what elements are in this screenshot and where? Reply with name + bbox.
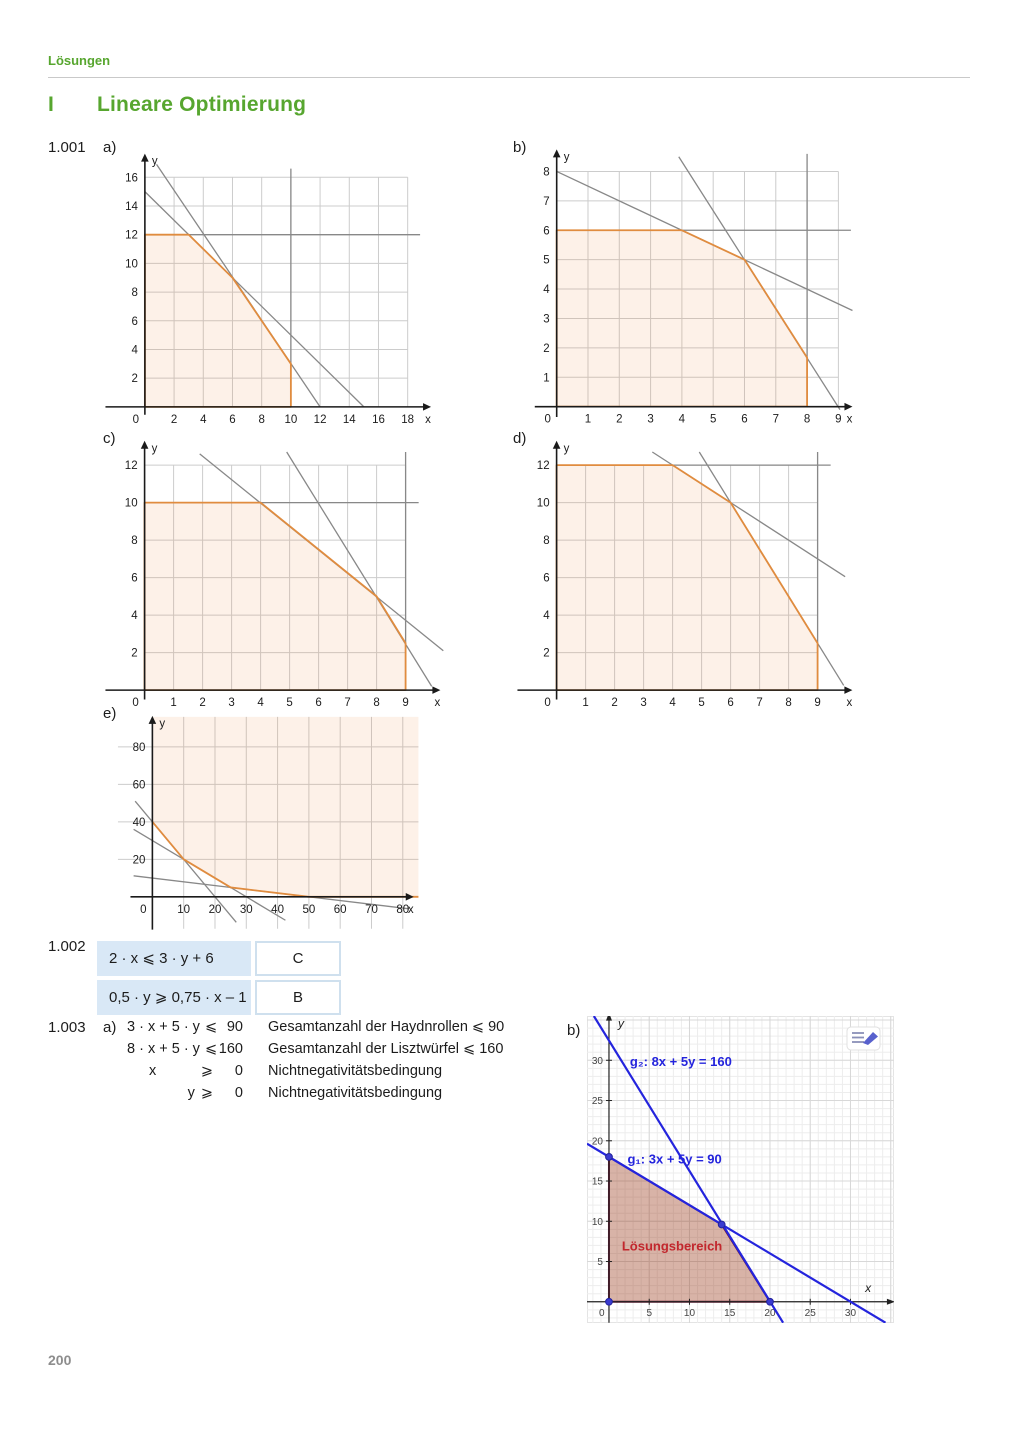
constraint-description: Gesamtanzahl der Lisztwürfel ⩽ 160 <box>268 1041 504 1057</box>
tick-label: 30 <box>591 1055 603 1067</box>
tick-label: 2 <box>131 647 138 660</box>
tick-label: 8 <box>131 535 138 548</box>
tick-label: 5 <box>543 254 550 267</box>
tick-label: 15 <box>591 1176 603 1188</box>
answer-row <box>97 941 341 976</box>
y-axis-arrow-icon <box>553 149 561 157</box>
tick-label: 10 <box>125 258 138 271</box>
tick-label: 0 <box>544 697 551 710</box>
tick-label: 16 <box>372 413 385 426</box>
tick-label: 5 <box>286 697 293 710</box>
tick-label: 0 <box>544 413 551 426</box>
inequality-operator: ⩾ <box>200 1063 213 1079</box>
tick-label: 25 <box>804 1307 816 1319</box>
y-axis-label: y <box>151 155 158 168</box>
vertex-point <box>606 1153 613 1160</box>
tick-label: 0 <box>598 1307 605 1319</box>
tick-label: 7 <box>543 195 550 208</box>
constraint-lhs <box>127 1038 218 1060</box>
line-equation-label: g₂: 8x + 5y = 160 <box>629 1053 732 1069</box>
tick-label: 3 <box>647 413 654 426</box>
inequality-operator: ⩽ <box>204 1041 218 1057</box>
tick-label: 10 <box>284 413 298 426</box>
tick-label: 6 <box>131 315 138 328</box>
tick-label: 80 <box>396 903 410 916</box>
constraint-system <box>127 1016 504 1104</box>
vertex-point <box>606 1298 613 1305</box>
tick-label: 4 <box>678 413 686 426</box>
y-axis-label: y <box>159 717 166 730</box>
constraint-expression: x <box>149 1063 157 1079</box>
tick-label: 8 <box>373 697 380 710</box>
tick-label: 5 <box>597 1257 603 1269</box>
tick-label: 2 <box>131 373 138 386</box>
constraint-lhs <box>127 1016 218 1038</box>
tick-label: 9 <box>814 697 821 710</box>
y-axis-label: y <box>563 442 570 455</box>
tick-label: 8 <box>543 535 550 548</box>
tick-label: 8 <box>803 413 811 426</box>
tick-label: 10 <box>591 1216 603 1228</box>
tick-label: 4 <box>131 344 138 357</box>
tick-label: 50 <box>302 903 316 916</box>
tick-label: 6 <box>131 572 138 585</box>
answer-row <box>97 980 341 1015</box>
tick-label: 4 <box>543 610 550 623</box>
tick-label: 6 <box>543 225 550 238</box>
tick-label: 1 <box>543 372 550 385</box>
tick-label: 6 <box>229 413 236 426</box>
constraint-row <box>127 1082 504 1104</box>
feasible-region <box>557 230 807 406</box>
tick-label: 6 <box>741 413 748 426</box>
tick-label: 14 <box>125 200 138 213</box>
tick-label: 6 <box>315 697 322 710</box>
page-number: 200 <box>48 1352 72 1368</box>
chart-1001c <box>104 437 454 711</box>
x-axis-label: x <box>846 413 853 426</box>
tick-label: 20 <box>132 854 146 867</box>
problem-label-p1003b: b) <box>567 1022 581 1039</box>
tick-label: 5 <box>709 413 717 426</box>
tick-label: 1 <box>584 413 592 426</box>
constraint-row <box>127 1060 504 1082</box>
running-head: Lösungen <box>48 53 111 68</box>
tick-label: 2 <box>543 647 550 660</box>
tick-label: 0 <box>132 697 139 710</box>
tick-label: 10 <box>124 497 138 510</box>
tick-label: 16 <box>125 172 138 185</box>
tick-label: 12 <box>536 460 550 473</box>
tick-label: 14 <box>342 413 356 426</box>
tick-label: 3 <box>640 697 647 710</box>
constraint-expression: 8 · x + 5 · y <box>127 1041 200 1057</box>
tick-label: 4 <box>131 610 138 623</box>
tick-label: 15 <box>724 1307 736 1319</box>
problem-label-p1001b: b) <box>513 139 527 156</box>
tick-label: 4 <box>200 413 207 426</box>
vertex-point <box>718 1221 725 1228</box>
tick-label: 4 <box>257 697 264 710</box>
problem-label-p1001e: e) <box>103 705 117 722</box>
tick-label: 60 <box>132 779 146 792</box>
constraint-description: Gesamtanzahl der Haydnrollen ⩽ 90 <box>268 1019 505 1035</box>
tick-label: 12 <box>124 460 138 473</box>
constraint-description: Nichtnegativitätsbedingung <box>268 1063 443 1079</box>
problem-label-p1001c: c) <box>103 430 116 447</box>
answer-table <box>97 941 341 1019</box>
x-axis-label: x <box>407 903 414 916</box>
tick-label: 2 <box>543 342 550 355</box>
tick-label: 2 <box>199 697 206 710</box>
tick-label: 30 <box>844 1307 857 1319</box>
constraint-lhs <box>127 1082 213 1104</box>
geogebra-toolbar-icon <box>847 1027 880 1050</box>
tick-label: 2 <box>611 697 618 710</box>
tick-label: 2 <box>616 413 623 426</box>
solution-region-label: Lösungsbereich <box>621 1238 723 1254</box>
tick-label: 1 <box>582 697 589 710</box>
constraint-value: 90 <box>226 1019 243 1035</box>
tick-label: 6 <box>727 697 734 710</box>
tick-label: 20 <box>591 1136 603 1148</box>
tick-label: 9 <box>835 413 842 426</box>
inequality-operator: ⩾ <box>200 1085 213 1101</box>
y-axis-label: y <box>563 151 570 164</box>
tick-label: 7 <box>772 413 779 426</box>
tick-label: 5 <box>646 1307 653 1319</box>
y-axis-arrow-icon <box>553 441 561 449</box>
tick-label: 0 <box>140 903 147 916</box>
tick-label: 3 <box>543 313 550 326</box>
answer-cell: C <box>255 941 341 976</box>
chart-1001e <box>107 714 434 933</box>
tick-label: 0 <box>132 413 140 426</box>
constraint-row <box>127 1038 504 1060</box>
tick-label: 4 <box>543 284 550 297</box>
section-title: Lineare Optimierung <box>97 93 307 116</box>
vertex-point <box>767 1298 774 1305</box>
inequality-operator: ⩽ <box>204 1019 218 1035</box>
tick-label: 80 <box>132 741 146 754</box>
constraint-description: Nichtnegativitätsbedingung <box>268 1085 443 1101</box>
y-axis-label: y <box>617 1016 624 1031</box>
y-axis-label: y <box>151 442 158 455</box>
tick-label: 20 <box>764 1307 776 1319</box>
constraint-lhs <box>127 1060 213 1082</box>
x-axis-arrow-icon <box>844 686 852 694</box>
tick-label: 60 <box>333 903 347 916</box>
chart-1001a <box>104 150 444 428</box>
x-axis-label: x <box>846 697 853 710</box>
y-axis-arrow-icon <box>141 154 149 162</box>
y-axis-arrow-icon <box>141 441 149 449</box>
answer-cell: B <box>255 980 341 1015</box>
problem-label-p1001a: a) <box>103 139 117 156</box>
tick-label: 10 <box>536 497 550 510</box>
tick-label: 3 <box>228 697 235 710</box>
problem-label-p1003a: a) <box>103 1019 117 1036</box>
tick-label: 8 <box>785 697 792 710</box>
tick-label: 1 <box>170 697 177 710</box>
problem-label-p1001d: d) <box>513 430 527 447</box>
line-equation-label: g₁: 3x + 5y = 90 <box>627 1151 722 1167</box>
x-axis-arrow-icon <box>432 686 440 694</box>
tick-label: 10 <box>683 1307 696 1319</box>
tick-label: 12 <box>125 229 138 242</box>
header-rule <box>48 77 970 78</box>
tick-label: 40 <box>271 903 284 916</box>
constraint-value: 0 <box>234 1085 243 1101</box>
tick-label: 7 <box>344 697 351 710</box>
problem-label-p1003: 1.003 <box>48 1019 86 1036</box>
tick-label: 12 <box>313 413 327 426</box>
problem-label-p1002: 1.002 <box>48 938 86 955</box>
tick-label: 8 <box>131 287 138 300</box>
tick-label: 40 <box>132 816 146 829</box>
tick-label: 7 <box>756 697 763 710</box>
x-axis-arrow-icon <box>844 403 852 411</box>
chart-1001d <box>516 437 866 711</box>
x-axis-label: x <box>865 1281 872 1296</box>
tick-label: 8 <box>258 413 265 426</box>
tick-label: 20 <box>208 903 222 916</box>
tick-label: 4 <box>669 697 676 710</box>
chart-1001b <box>516 145 868 427</box>
tick-label: 6 <box>543 572 550 585</box>
feasible-region <box>145 503 406 691</box>
inequality-cell: 0,5 · y ⩾ 0,75 · x – 1 <box>97 980 251 1015</box>
section-heading <box>48 93 306 117</box>
x-axis-arrow-icon <box>423 403 431 411</box>
constraint-expression: 3 · x + 5 · y <box>127 1019 200 1035</box>
x-axis-label: x <box>434 697 441 710</box>
problem-label-p1001: 1.001 <box>48 139 86 156</box>
tick-label: 30 <box>239 903 253 916</box>
tick-label: 70 <box>365 903 378 916</box>
section-number: I <box>48 93 55 116</box>
tick-label: 2 <box>170 413 178 426</box>
tick-label: 8 <box>543 166 550 179</box>
constraint-value: 160 <box>218 1041 243 1057</box>
tick-label: 18 <box>401 413 415 426</box>
constraint-expression: y <box>187 1085 195 1101</box>
constraint-row <box>127 1016 504 1038</box>
tick-label: 9 <box>402 697 409 710</box>
tick-label: 5 <box>698 697 705 710</box>
inequality-cell: 2 · x ⩽ 3 · y + 6 <box>97 941 251 976</box>
chart-1003b-geogebra <box>587 1016 894 1323</box>
tick-label: 25 <box>591 1096 603 1108</box>
tick-label: 10 <box>177 903 191 916</box>
x-axis-label: x <box>425 413 431 426</box>
constraint-value: 0 <box>234 1063 243 1079</box>
